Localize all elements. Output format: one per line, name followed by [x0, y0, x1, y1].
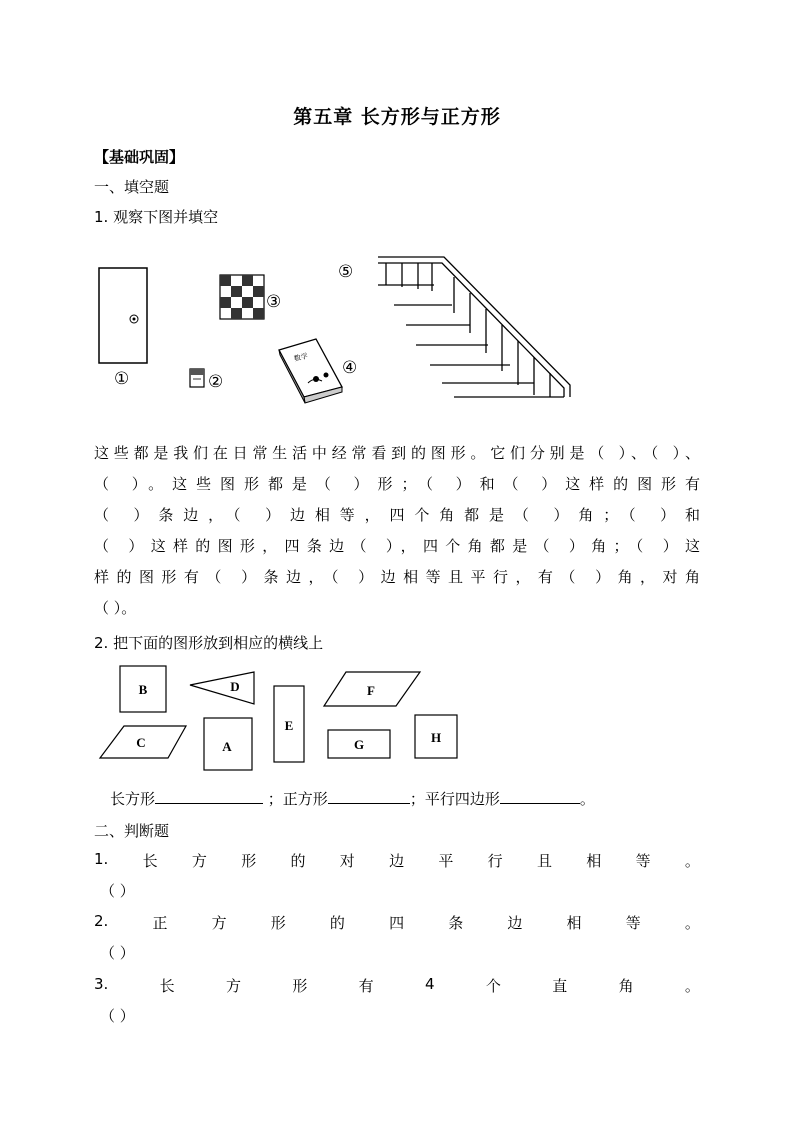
judge-answer-parens[interactable]: （ ） — [100, 882, 135, 900]
judge-char: 有 — [358, 977, 374, 995]
paragraph-line: （ ）。这些图形都是（ ）形；（ ）和（ ）这样的图形有 — [94, 475, 700, 493]
square-answer-blank[interactable] — [328, 788, 410, 804]
paragraph-line: 这些都是我们在日常生活中经常看到的图形。它们分别是（ ）、（ ）、 — [94, 444, 700, 462]
checkered-tile-illustration — [220, 275, 264, 319]
judge-char: 的 — [329, 914, 345, 932]
shape-label-d: D — [230, 679, 240, 694]
judge-answer-parens[interactable]: （ ） — [100, 944, 135, 962]
judge-item-1 — [94, 850, 700, 902]
door-illustration — [99, 268, 147, 363]
everyday-shapes-figure — [94, 245, 594, 425]
square-answer-label: ；正方形 — [267, 790, 328, 808]
judge-char: 直 — [552, 977, 568, 995]
shape-label-g: G — [353, 737, 365, 752]
judge-char: 。 — [684, 852, 700, 870]
shape-label-h: H — [430, 730, 442, 745]
shape-label-e: E — [284, 718, 294, 733]
parallelogram-answer-label: ；平行四边形 — [409, 790, 500, 808]
marker-3: ③ — [266, 292, 282, 312]
rectangle-answer-label: 长方形 — [110, 790, 156, 808]
judge-number: 1. — [94, 850, 109, 868]
judge-char: 正 — [152, 914, 168, 932]
judge-char: 形 — [292, 977, 308, 995]
judge-char: 。 — [684, 914, 700, 932]
parallelogram-answer-blank[interactable] — [500, 788, 580, 804]
judge-char: 形 — [241, 852, 257, 870]
judge-char: 长 — [142, 852, 158, 870]
marker-2: ② — [208, 372, 224, 392]
shape-label-c: C — [136, 735, 146, 750]
judge-char: 对 — [339, 852, 355, 870]
judge-char: 四 — [389, 914, 405, 932]
shape-label-b: B — [138, 682, 148, 697]
judge-char: 等 — [625, 914, 641, 932]
judge-char: 相 — [566, 914, 582, 932]
judge-char: 边 — [389, 852, 405, 870]
page-title: 第五章 长方形与正方形 — [293, 106, 501, 128]
judge-number: 2. — [94, 912, 109, 930]
judge-char: 相 — [586, 852, 602, 870]
part2-heading: 二、判断题 — [94, 822, 170, 840]
judge-char: 的 — [290, 852, 306, 870]
part1-heading: 一、填空题 — [94, 178, 170, 196]
shape-label-f: F — [367, 683, 375, 698]
staircase-illustration — [378, 257, 570, 397]
paragraph-line: （ ）这样的图形，四条边（ ），四个角都是（ ）角；（ ）这 — [94, 537, 700, 555]
rectangle-answer-blank[interactable] — [155, 788, 263, 804]
judge-item-2 — [94, 912, 700, 964]
judge-char: 方 — [211, 914, 227, 932]
question2-label: 2. 把下面的图形放到相应的横线上 — [94, 634, 324, 652]
question2-answer-line — [110, 788, 595, 809]
question1-label: 1. 观察下图并填空 — [94, 208, 219, 226]
paragraph-line: 样的图形有（ ）条边，（ ）边相等且平行，有（ ）角，对角 — [94, 568, 700, 586]
shape-d-triangle — [190, 672, 254, 704]
judge-char: 角 — [618, 977, 634, 995]
judge-number: 3. — [94, 975, 109, 993]
judge-char: 个 — [485, 977, 501, 995]
paragraph-line: （ ）条边，（ ）边相等，四个角都是（ ）角；（ ）和 — [94, 506, 700, 524]
judge-char: 且 — [536, 852, 552, 870]
judge-char: 条 — [448, 914, 464, 932]
book-title-text: 数学 — [293, 351, 309, 364]
judge-char: 长 — [159, 977, 175, 995]
marker-4: ④ — [342, 358, 358, 378]
math-book-illustration — [279, 339, 342, 403]
judge-answer-parens[interactable]: （ ） — [100, 1007, 135, 1025]
answer-line-end: 。 — [579, 790, 595, 808]
judge-char: 平 — [438, 852, 454, 870]
shape-sorting-figure — [94, 660, 474, 778]
paragraph-line: （ ）。 — [94, 599, 137, 617]
judge-char: 方 — [225, 977, 241, 995]
question1-paragraph — [94, 438, 700, 624]
judge-char: 。 — [684, 977, 700, 995]
marker-1: ① — [114, 369, 130, 389]
shape-label-a: A — [222, 739, 232, 754]
eraser-illustration — [190, 369, 204, 387]
judge-char: 4 — [425, 975, 435, 993]
judge-item-3 — [94, 975, 700, 1027]
marker-5: ⑤ — [338, 262, 354, 282]
section-basic-heading: 【基础巩固】 — [94, 148, 185, 166]
judge-char: 边 — [507, 914, 523, 932]
judge-char: 行 — [487, 852, 503, 870]
judge-char: 形 — [270, 914, 286, 932]
judge-char: 等 — [635, 852, 651, 870]
judge-char: 方 — [191, 852, 207, 870]
